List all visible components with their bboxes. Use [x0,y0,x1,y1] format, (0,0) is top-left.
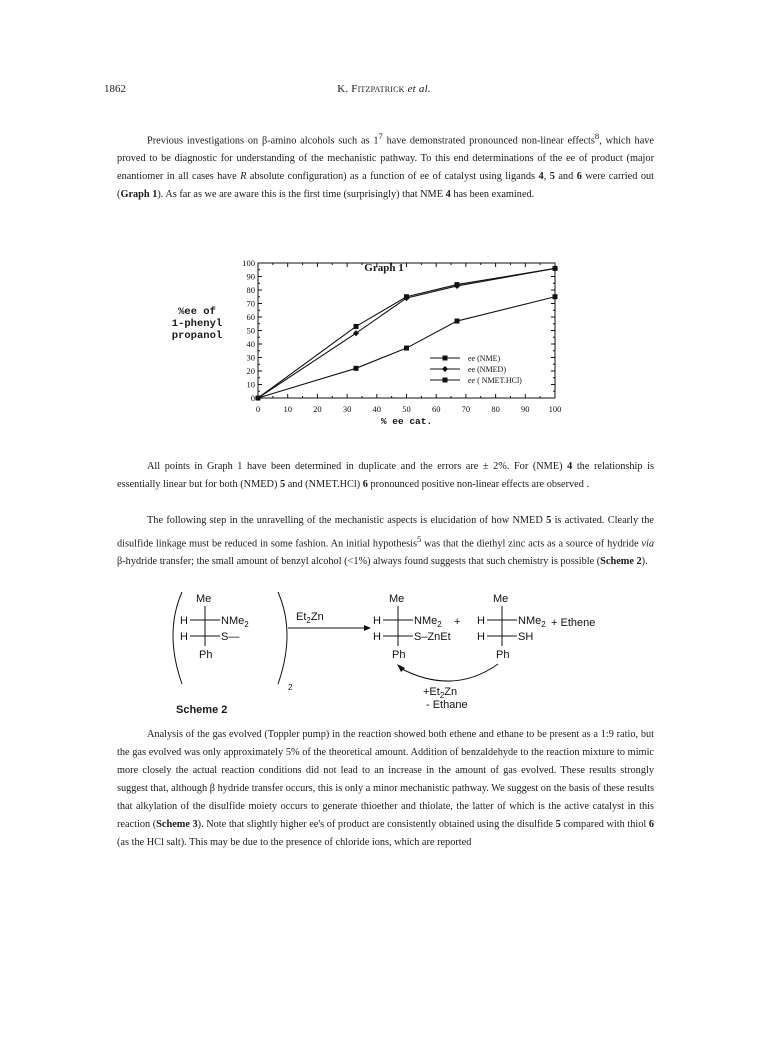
paragraph-intro: Previous investigations on β-amino alcohols such as $1^7$ have demonstrated pronounced non-linear effects$^8$, which have proved to be diagnostic for understanding of the mechanistic pathway. To this end determinations of the ee of product (major enantiomer in all cases have R absolute configuration) as a function of ee of catalyst using ligands 4, 5 and 6 were carried out (Graph 1). As far as we are aware this is the first time (surprisingly) that NME 4 has been examined. [117,131,655,201]
data-point [553,266,558,271]
legend-marker [442,366,448,372]
scheme-label: Scheme 2 [176,704,228,716]
product2-h-1: H [477,615,485,627]
legend-marker [443,378,448,383]
author-initial: K. [337,83,352,95]
data-point [354,366,359,371]
y-tick-label: 70 [246,298,255,309]
author-suffix: et al. [404,83,431,95]
paragraph-gas-analysis: Analysis of the gas evolved (Toppler pump) in the reaction showed both ethene and ethane to be present as a 1:9 ratio, but the gas evolved was only approximately 5% of the theoretical amount. Addition of benzaldehyde to the reaction mixture to mimic more closely the actual reaction conditions did not lead to an increase in the amount of gas evolved. These results strongly suggest that, although β hydride transfer occurs, this is only a minor mechanistic pathway. We suggest on the basis of these results that alkylation of the disulfide moiety occurs to generate thioether and thiolate, the latter of which is the active catalyst in this reaction (Scheme 3). Note that slightly higher ee's of product are consistently obtained using the disulfide 5 compared with thiol 6 (as the HCl salt). This may be due to the presence of chloride ions, which are reported [117,729,654,848]
reactant-s: S— [221,631,240,643]
plus-ethene: + Ethene [551,617,596,629]
x-tick-label: 0 [255,404,261,414]
product1-h-1: H [373,615,381,627]
cycle-loss: - Ethane [426,699,468,711]
legend-label: ee ( NMET.HCl) [468,376,522,385]
y-tick-label: 20 [246,366,255,376]
cycle-arrow [400,664,498,681]
y-tick-label: 50 [246,325,255,336]
product1-nme2: NMe$_2$ [414,615,442,629]
legend-label: ee (NME) [468,354,501,363]
y-tick-label: 100 [242,258,255,268]
y-axis-label-line-2: 1-phenyl [171,318,223,330]
graph-1-chart [225,255,585,435]
graph-title: Graph 1 [364,262,404,274]
x-tick-label: 20 [313,404,322,414]
product2-h-2: H [477,631,485,643]
x-axis-label: % ee cat. [380,416,433,427]
product2-me: Me [493,593,509,605]
reactant-h-1: H [180,615,188,627]
x-tick-label: 90 [521,404,530,414]
product1-h-2: H [373,631,381,643]
x-tick-label: 80 [491,404,500,414]
author-name: Fitzpatrick [351,83,405,95]
x-tick-label: 70 [461,404,471,414]
y-axis-label-line-1: %ee of [178,306,216,318]
bracket-subscript: 2 [288,683,293,692]
x-tick-label: 60 [431,404,441,414]
right-bracket [278,592,287,684]
data-point [354,324,359,329]
y-tick-label: 90 [246,271,255,282]
product1-s-znet: S–ZnEt [414,631,451,643]
y-tick-label: 60 [246,312,255,322]
legend-label: ee (NMED) [468,365,506,374]
x-tick-label: 30 [342,404,352,414]
product1-me: Me [389,593,405,605]
y-tick-label: 30 [246,352,255,363]
x-tick-label: 40 [372,404,382,414]
y-tick-label: 10 [246,379,255,390]
data-point [454,282,459,287]
reactant-ph: Ph [199,649,213,661]
cycle-reagent: $+Et_2Zn$ [423,686,458,700]
product2-sh: SH [518,631,534,643]
y-axis-label [162,306,232,342]
reactant-me: Me [196,593,212,605]
data-point [553,294,558,299]
x-tick-label: 100 [548,404,562,414]
reactant-h-2: H [180,631,188,643]
y-tick-label: 0 [250,393,255,403]
y-tick-label: 40 [246,339,255,349]
x-tick-label: 50 [402,404,411,414]
data-point [404,294,409,299]
plus-sign: + [454,616,461,628]
data-point [404,346,409,351]
scheme-2-diagram [168,588,628,718]
running-head [0,83,768,95]
paragraph-graph-discussion: All points in Graph 1 have been determined in duplicate and the errors are ± 2%. For (NME) 4 the relationship is essentially linear but for both (NMED) 5 and (NMET.HCl) 6 pronounced positive non-linear effects are observed . [117,461,654,490]
page-number: 1862 [104,83,126,95]
product2-ph: Ph [496,649,510,661]
y-tick-label: 80 [246,285,255,295]
reactant-nme2: NMe$_2$ [221,615,249,629]
legend-marker [443,356,448,361]
x-tick-label: 10 [283,404,292,414]
data-point [256,396,261,401]
y-axis-label-line-3: propanol [171,330,223,342]
product1-ph: Ph [392,649,406,661]
paragraph-mechanism: The following step in the unravelling of the mechanistic aspects is elucidation of how NMED 5 is activated. Clearly the disulfide linkage must be reduced in some fashion. An initial hypothesis$^5$ was that the diethyl zinc acts as a source of hydride via β-hydride transfer; the small amount of benzyl alcohol (<1%) always found suggests that such chemistry is possible (Scheme 2). [117,515,654,568]
product2-nme2: NMe$_2$ [518,615,546,629]
reagent-et2zn: $Et_2Zn$ [296,611,324,625]
data-point [454,319,459,324]
